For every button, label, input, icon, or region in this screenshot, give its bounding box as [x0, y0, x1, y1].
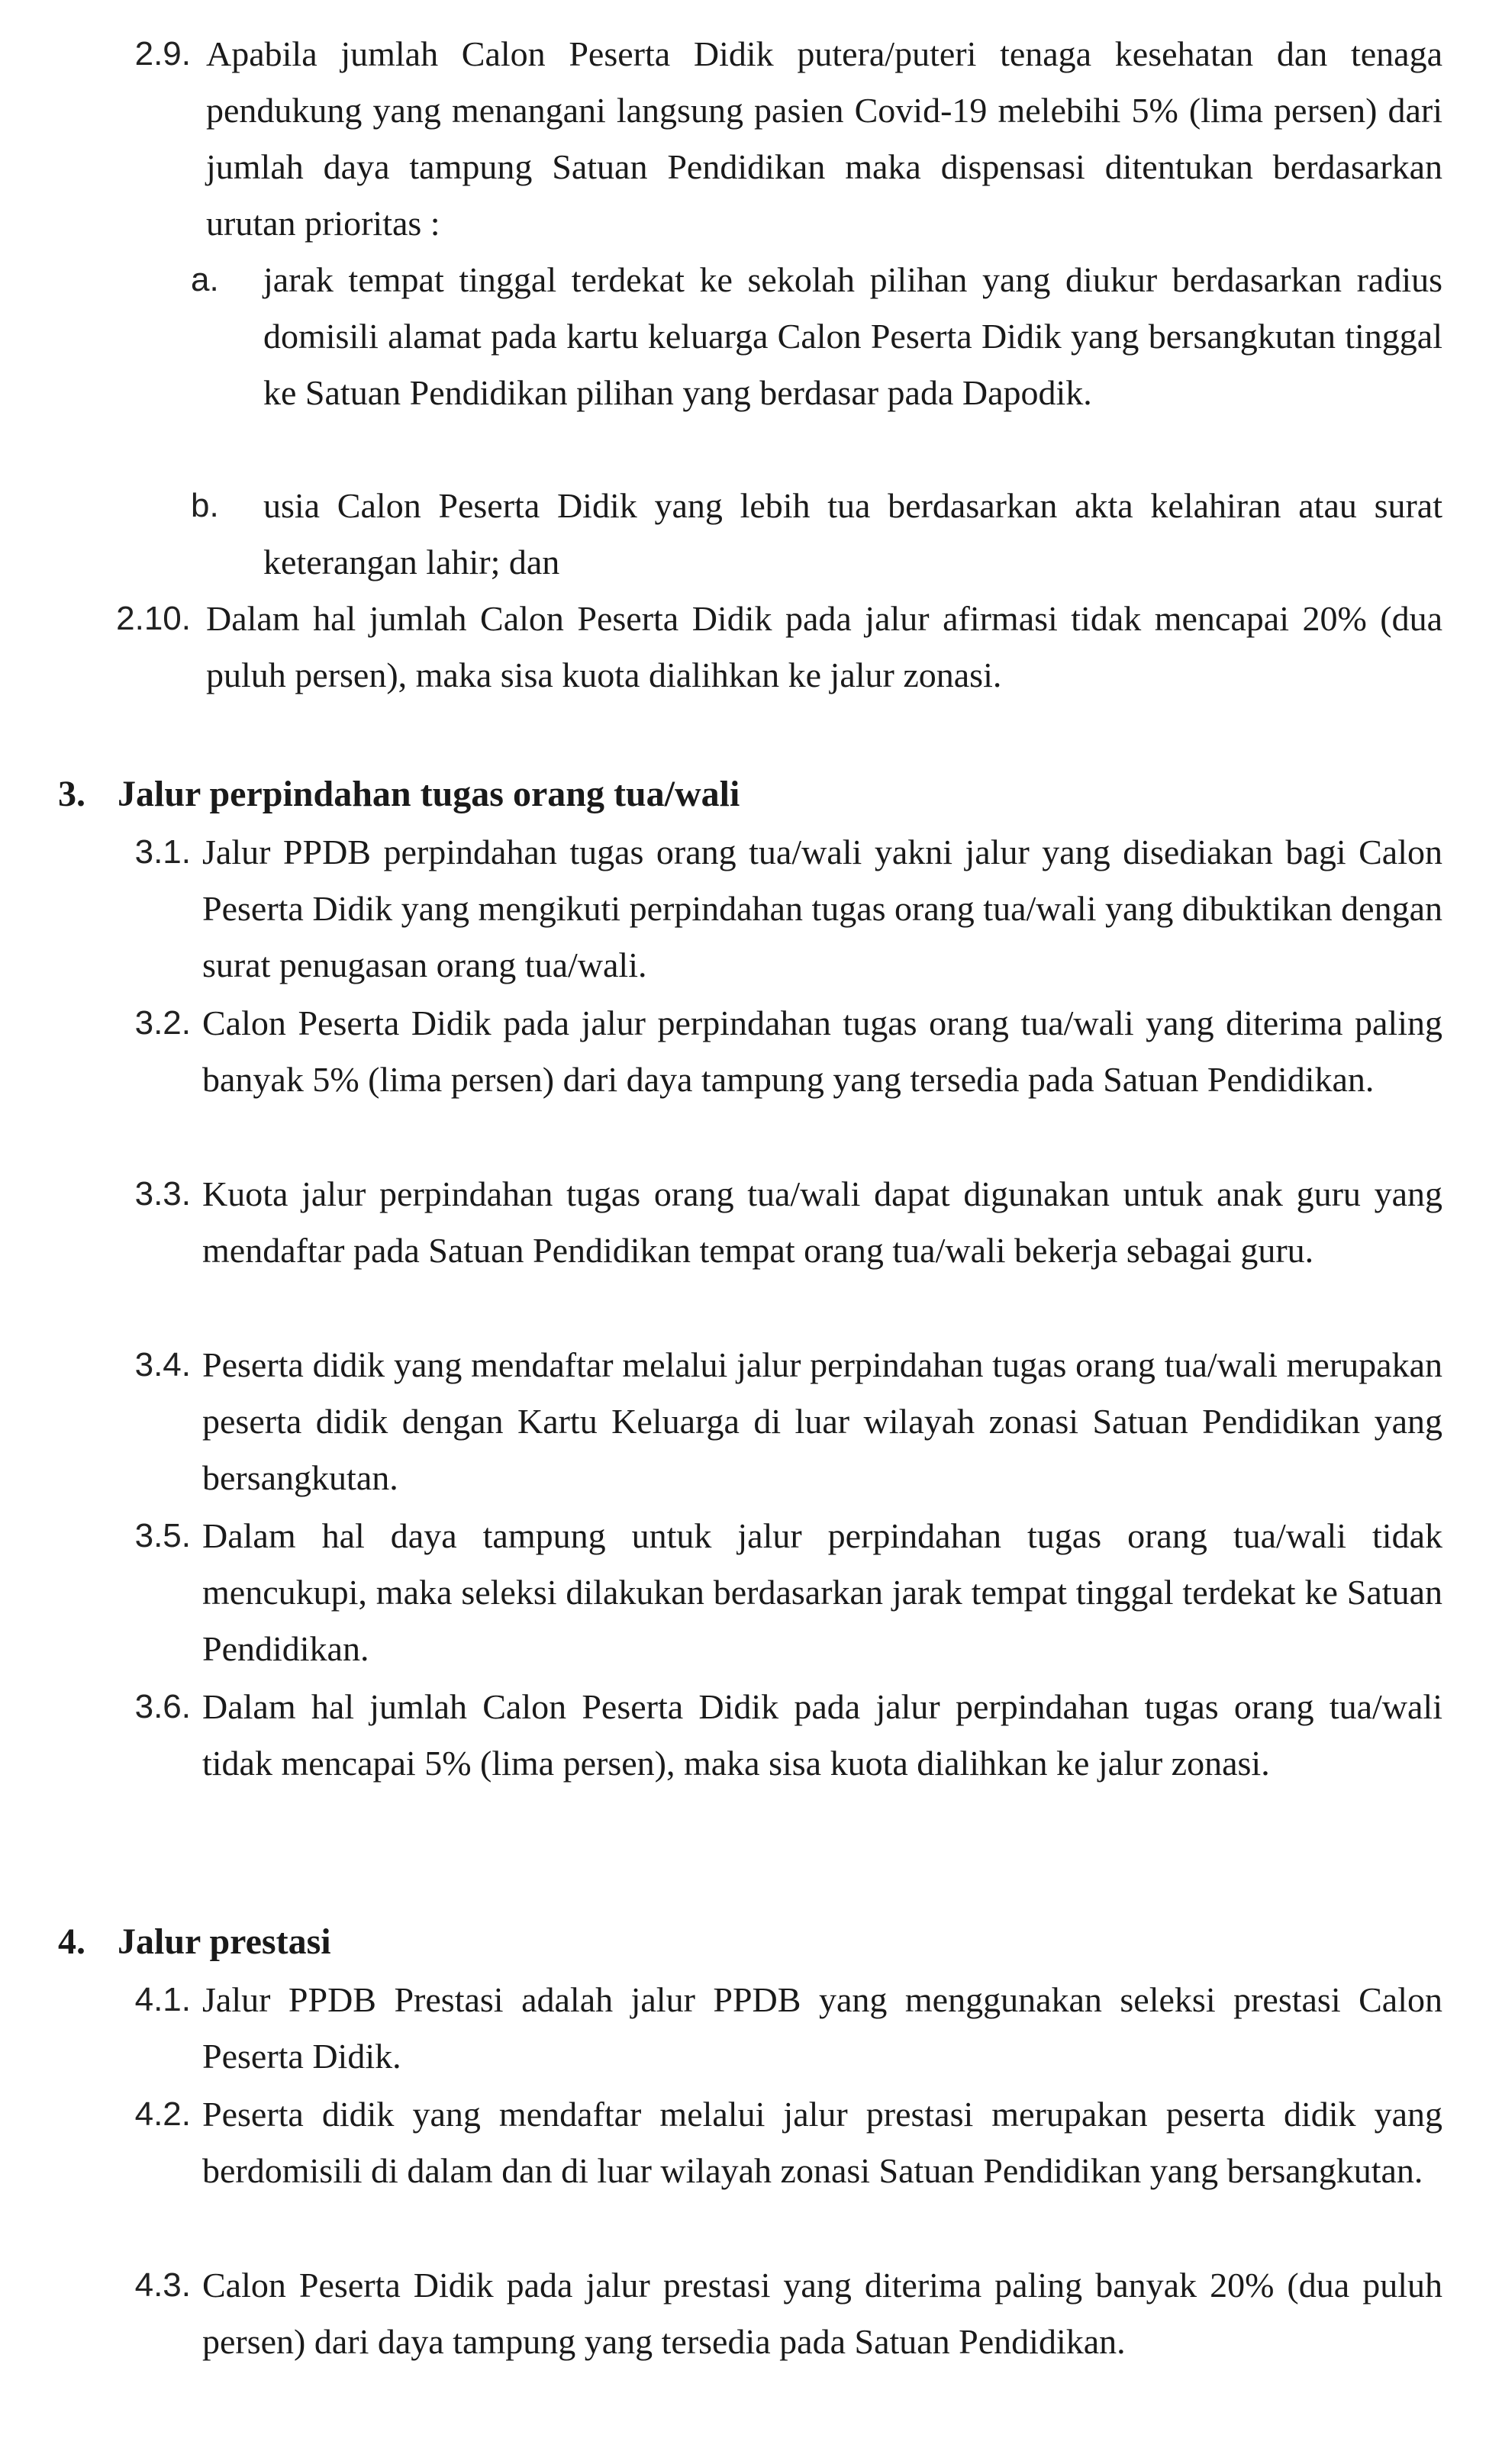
item-number: 3.1.	[134, 833, 191, 871]
item-text: Apabila jumlah Calon Peserta Didik putera/puteri tenaga kesehatan dan tenaga pendukung yang menangani langsung pasien Covid-19 melebihi 5% (lima persen) dari jumlah daya tampung Satuan Pendidikan maka dispensasi ditentukan berdasarkan urutan prioritas :	[206, 34, 1442, 243]
item-number: 4.2.	[134, 2095, 191, 2133]
sub-item-text: jarak tempat tinggal terdekat ke sekolah pilihan yang diukur berdasarkan radius domisili alamat pada kartu keluarga Calon Peserta Didik yang bersangkutan tinggal ke Satuan Pendidikan pilihan yang berdasar pada Dapodik.	[263, 260, 1442, 412]
item-number: 4.3.	[134, 2266, 191, 2304]
item-number: 2.10.	[116, 600, 191, 637]
sub-item-text: usia Calon Peserta Didik yang lebih tua berdasarkan akta kelahiran atau surat keterangan lahir; dan	[263, 486, 1442, 581]
item-text: Dalam hal jumlah Calon Peserta Didik pada jalur perpindahan tugas orang tua/wali tidak mencapai 5% (lima persen), maka sisa kuota dialihkan ke jalur zonasi.	[202, 1687, 1442, 1783]
item-text: Peserta didik yang mendaftar melalui jalur prestasi merupakan peserta didik yang berdomisili di dalam dan di luar wilayah zonasi Satuan Pendidikan yang bersangkutan.	[202, 2095, 1442, 2190]
section-heading-text: Jalur prestasi	[118, 1921, 331, 1962]
item-number: 3.5.	[134, 1517, 191, 1554]
item-text: Dalam hal jumlah Calon Peserta Didik pada jalur afirmasi tidak mencapai 20% (dua puluh persen), maka sisa kuota dialihkan ke jalur zonasi.	[206, 599, 1442, 694]
section-heading	[58, 1914, 1355, 1970]
item-number: 3.2.	[134, 1004, 191, 1042]
item-text: Dalam hal daya tampung untuk jalur perpindahan tugas orang tua/wali tidak mencukupi, maka seleksi dilakukan berdasarkan jarak tempat tinggal terdekat ke Satuan Pendidikan.	[202, 1516, 1442, 1668]
sub-item-letter: b.	[191, 487, 219, 524]
item-number: 2.9.	[134, 35, 191, 72]
section-heading-number: 3.	[58, 774, 85, 814]
item-number: 3.6.	[134, 1688, 191, 1725]
item-text: Calon Peserta Didik pada jalur prestasi yang diterima paling banyak 20% (dua puluh persen) dari daya tampung yang tersedia pada Satuan Pendidikan.	[202, 2266, 1442, 2361]
item-text: Jalur PPDB perpindahan tugas orang tua/wali yakni jalur yang disediakan bagi Calon Peserta Didik yang mengikuti perpindahan tugas orang tua/wali yang dibuktikan dengan surat penugasan orang tua/wali.	[202, 833, 1442, 984]
item-number: 3.4.	[134, 1346, 191, 1383]
item-text: Peserta didik yang mendaftar melalui jalur perpindahan tugas orang tua/wali merupakan peserta didik dengan Kartu Keluarga di luar wilayah zonasi Satuan Pendidikan yang bersangkutan.	[202, 1345, 1442, 1497]
item-text: Calon Peserta Didik pada jalur perpindahan tugas orang tua/wali yang diterima paling banyak 5% (lima persen) dari daya tampung yang tersedia pada Satuan Pendidikan.	[202, 1003, 1442, 1099]
section-heading-number: 4.	[58, 1921, 85, 1962]
section-heading-text: Jalur perpindahan tugas orang tua/wali	[118, 774, 740, 814]
item-number: 3.3.	[134, 1175, 191, 1213]
item-text: Jalur PPDB Prestasi adalah jalur PPDB yang menggunakan seleksi prestasi Calon Peserta Didik.	[202, 1980, 1442, 2076]
item-number: 4.1.	[134, 1981, 191, 2018]
item-text: Kuota jalur perpindahan tugas orang tua/wali dapat digunakan untuk anak guru yang mendaftar pada Satuan Pendidikan tempat orang tua/wali bekerja sebagai guru.	[202, 1174, 1442, 1270]
sub-item-letter: a.	[191, 261, 219, 298]
section-heading	[58, 766, 1355, 823]
